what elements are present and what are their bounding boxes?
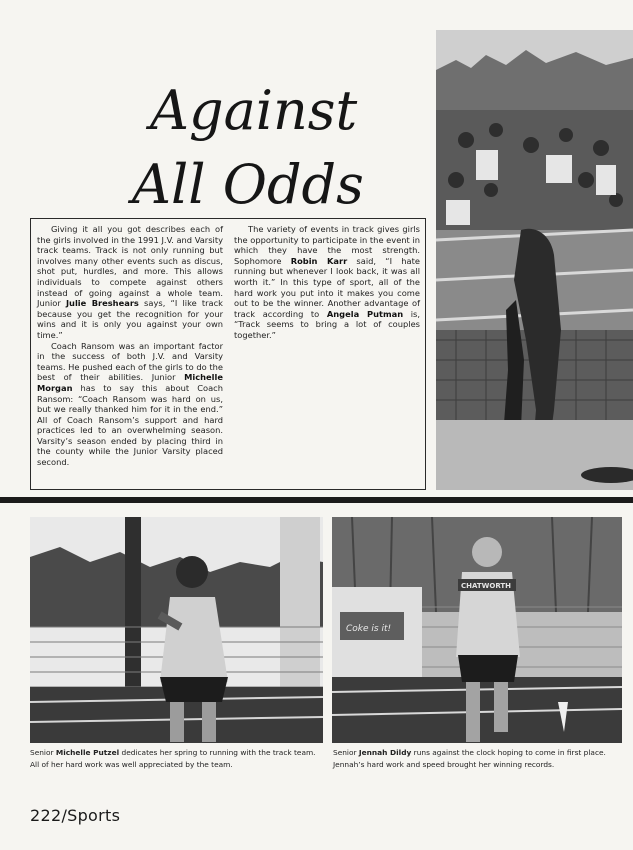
p2-name: Michelle Morgan bbox=[37, 372, 223, 393]
paragraph-3 bbox=[234, 224, 420, 341]
paragraph-1 bbox=[37, 224, 223, 341]
p3-text-middle: said, “I hate running but whenever I look back, it was all worth it.” In this type of sport, all of the hard work you put into it makes you come out to be the winner. Another advantage of track according to bbox=[234, 255, 420, 319]
photo-runner-chatworth bbox=[332, 517, 622, 743]
p3-name-2: Angela Putman bbox=[326, 308, 404, 319]
caption-right-end: runs against the clock hoping to come in first place. Jennah’s hard work and speed brought her winning records. bbox=[333, 748, 606, 769]
p2-text-start: Coach Ransom was an important factor in the success of both J.V. and Varsity teams. He pushed each of the girls to do the best of their abilities. Junior bbox=[37, 340, 223, 383]
caption-right-name: Jennah Dildy bbox=[358, 748, 412, 757]
article-body bbox=[30, 218, 426, 490]
p1-text-end: says, “I like track because you get the recognition for your wins and it is only you against your own time.” bbox=[37, 298, 223, 340]
caption-left-start: Senior bbox=[30, 748, 56, 757]
article-column-2 bbox=[234, 224, 420, 341]
article-column-1 bbox=[37, 224, 223, 468]
section-divider bbox=[0, 497, 633, 503]
p2-text-end: has to say this about Coach Ransom: “Coach Ransom was hard on us, but we really thanked him for it in the end.” All of Coach Ransom’s support and hard practices led to an overwhelming season. Varsity’s season ended by placing third in the county while the Junior Varsity placed second. bbox=[37, 382, 223, 468]
caption-right-start: Senior bbox=[333, 748, 359, 757]
p3-text-start: The variety of events in track gives girls the opportunity to participate in the event in which they have the most strength. Sophomore bbox=[234, 224, 421, 266]
p3-name-1: Robin Karr bbox=[290, 255, 348, 266]
p1-text-start: Giving it all you got describes each of the girls involved in the 1991 J.V. and Varsity track teams. Track is not only running but involves many other events such as discus, shot put, hurdles, and more. This allows individuals to compete against others instead of going against a whole team. Junior bbox=[37, 224, 224, 309]
photo-relay-runner bbox=[30, 517, 323, 743]
headline-line-1: Against bbox=[150, 79, 358, 142]
photo-bleachers-runner bbox=[436, 30, 633, 490]
paragraph-2 bbox=[37, 341, 223, 468]
p1-name: Julie Breshears bbox=[65, 298, 139, 309]
p3-text-end: is, “Track seems to bring a lot of couples together.” bbox=[234, 308, 420, 340]
caption-left-end: dedicates her spring to running with the track team. All of her hard work was well appreciated by the team. bbox=[30, 748, 316, 769]
jersey-text: CHATWORTH bbox=[461, 582, 512, 590]
photo-caption-left bbox=[30, 747, 322, 771]
page-number: 222/Sports bbox=[30, 806, 121, 825]
caption-left-name: Michelle Putzel bbox=[55, 748, 120, 757]
photo-caption-right bbox=[333, 747, 625, 771]
photo-sign-text: Coke is it! bbox=[346, 624, 392, 634]
headline-line-2: All Odds bbox=[132, 153, 364, 216]
